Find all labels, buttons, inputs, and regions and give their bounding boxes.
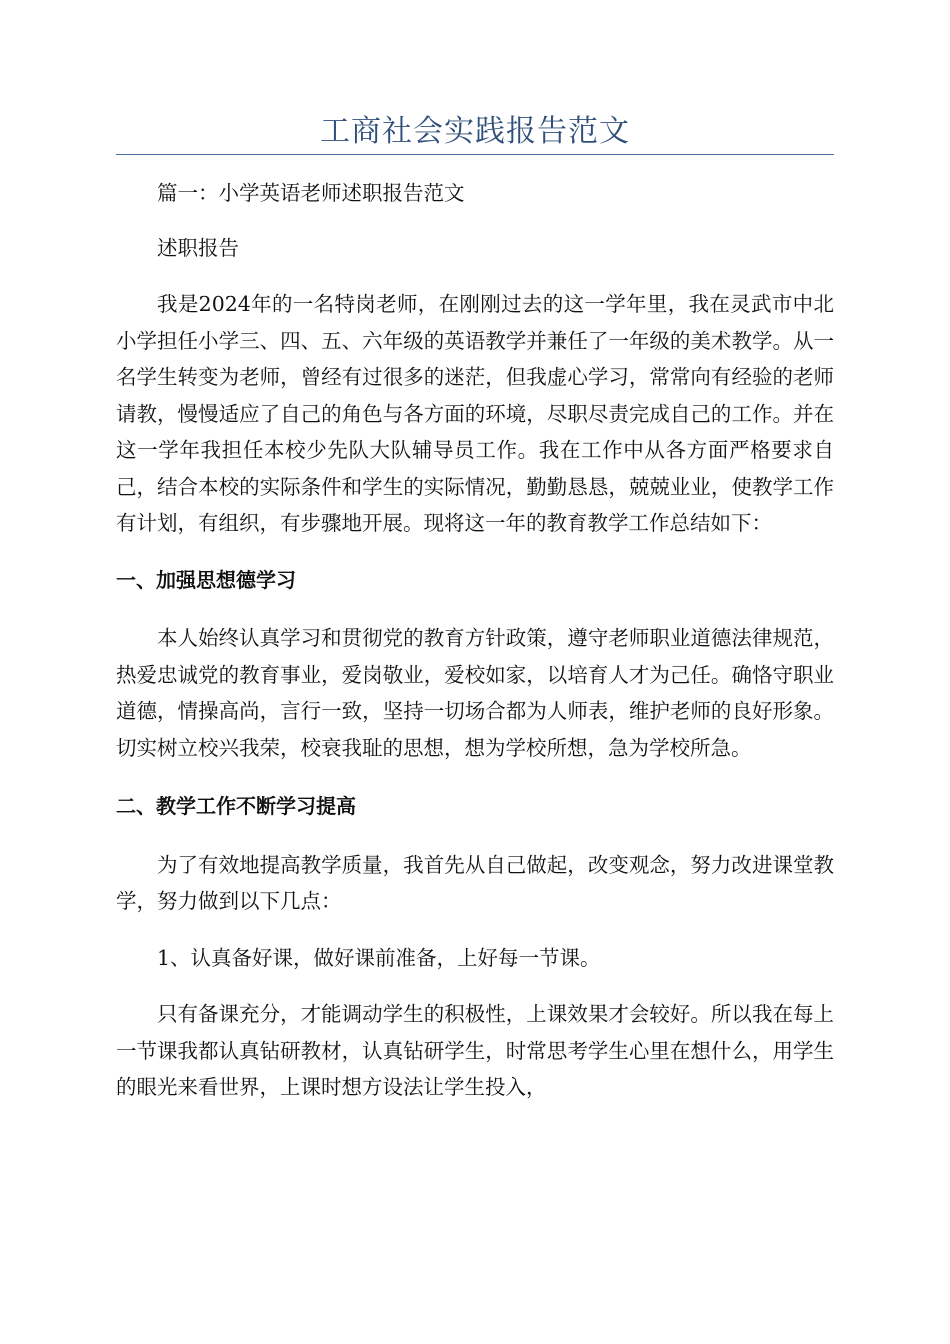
intro-paragraph: 我是2024年的一名特岗老师，在刚刚过去的这一学年里，我在灵武市中北小学担任小学三、四、五、六年级的英语教学并兼任了一年级的美术教学。从一名学生转变为老师，曾经有过很多的迷茫，但我虚心学习，常常向有经验的老师请教，慢慢适应了自己的角色与各方面的环境，尽职尽责完成自己的工作。并在这一学年我担任本校少先队大队辅导员工作。我在工作中从各方面严格要求自己，结合本校的实际条件和学生的实际情况，勤勤恳恳，兢兢业业，使教学工作有计划，有组织，有步骤地开展。现将这一年的教育教学工作总结如下： [116, 292, 834, 535]
paragraph-teaching: 为了有效地提高教学质量，我首先从自己做起，改变观念，努力改进课堂教学，努力做到以下几点： [116, 852, 834, 913]
paragraph-ethics: 本人始终认真学习和贯彻党的教育方针政策，遵守老师职业道德法律规范，热爱忠诚党的教育事业，爱岗敬业，爱校如家，以培育人才为己任。确恪守职业道德，情操高尚，言行一致，坚持一切场合都为人师表，维护老师的良好形象。切实树立校兴我荣，校衰我耻的思想，想为学校所想，急为学校所急。 [116, 626, 834, 760]
list-item-one: 1、认真备好课，做好课前准备，上好每一节课。 [157, 945, 601, 970]
document-title: 工商社会实践报告范文 [320, 114, 630, 149]
document-body [116, 175, 834, 1106]
paragraph-preparation: 只有备课充分，才能调动学生的积极性，上课效果才会较好。所以我在每上一节课我都认真钻研教材，认真钻研学生，时常思考学生心里在想什么，用学生的眼光来看世界，上课时想方设法让学生投入， [116, 1002, 834, 1099]
report-label: 述职报告 [157, 235, 239, 260]
section-subtitle: 篇一：小学英语老师述职报告范文 [157, 181, 465, 205]
heading-one: 一、加强思想德学习 [116, 567, 296, 592]
title-underline [116, 154, 834, 155]
heading-two: 二、教学工作不断学习提高 [116, 794, 356, 818]
